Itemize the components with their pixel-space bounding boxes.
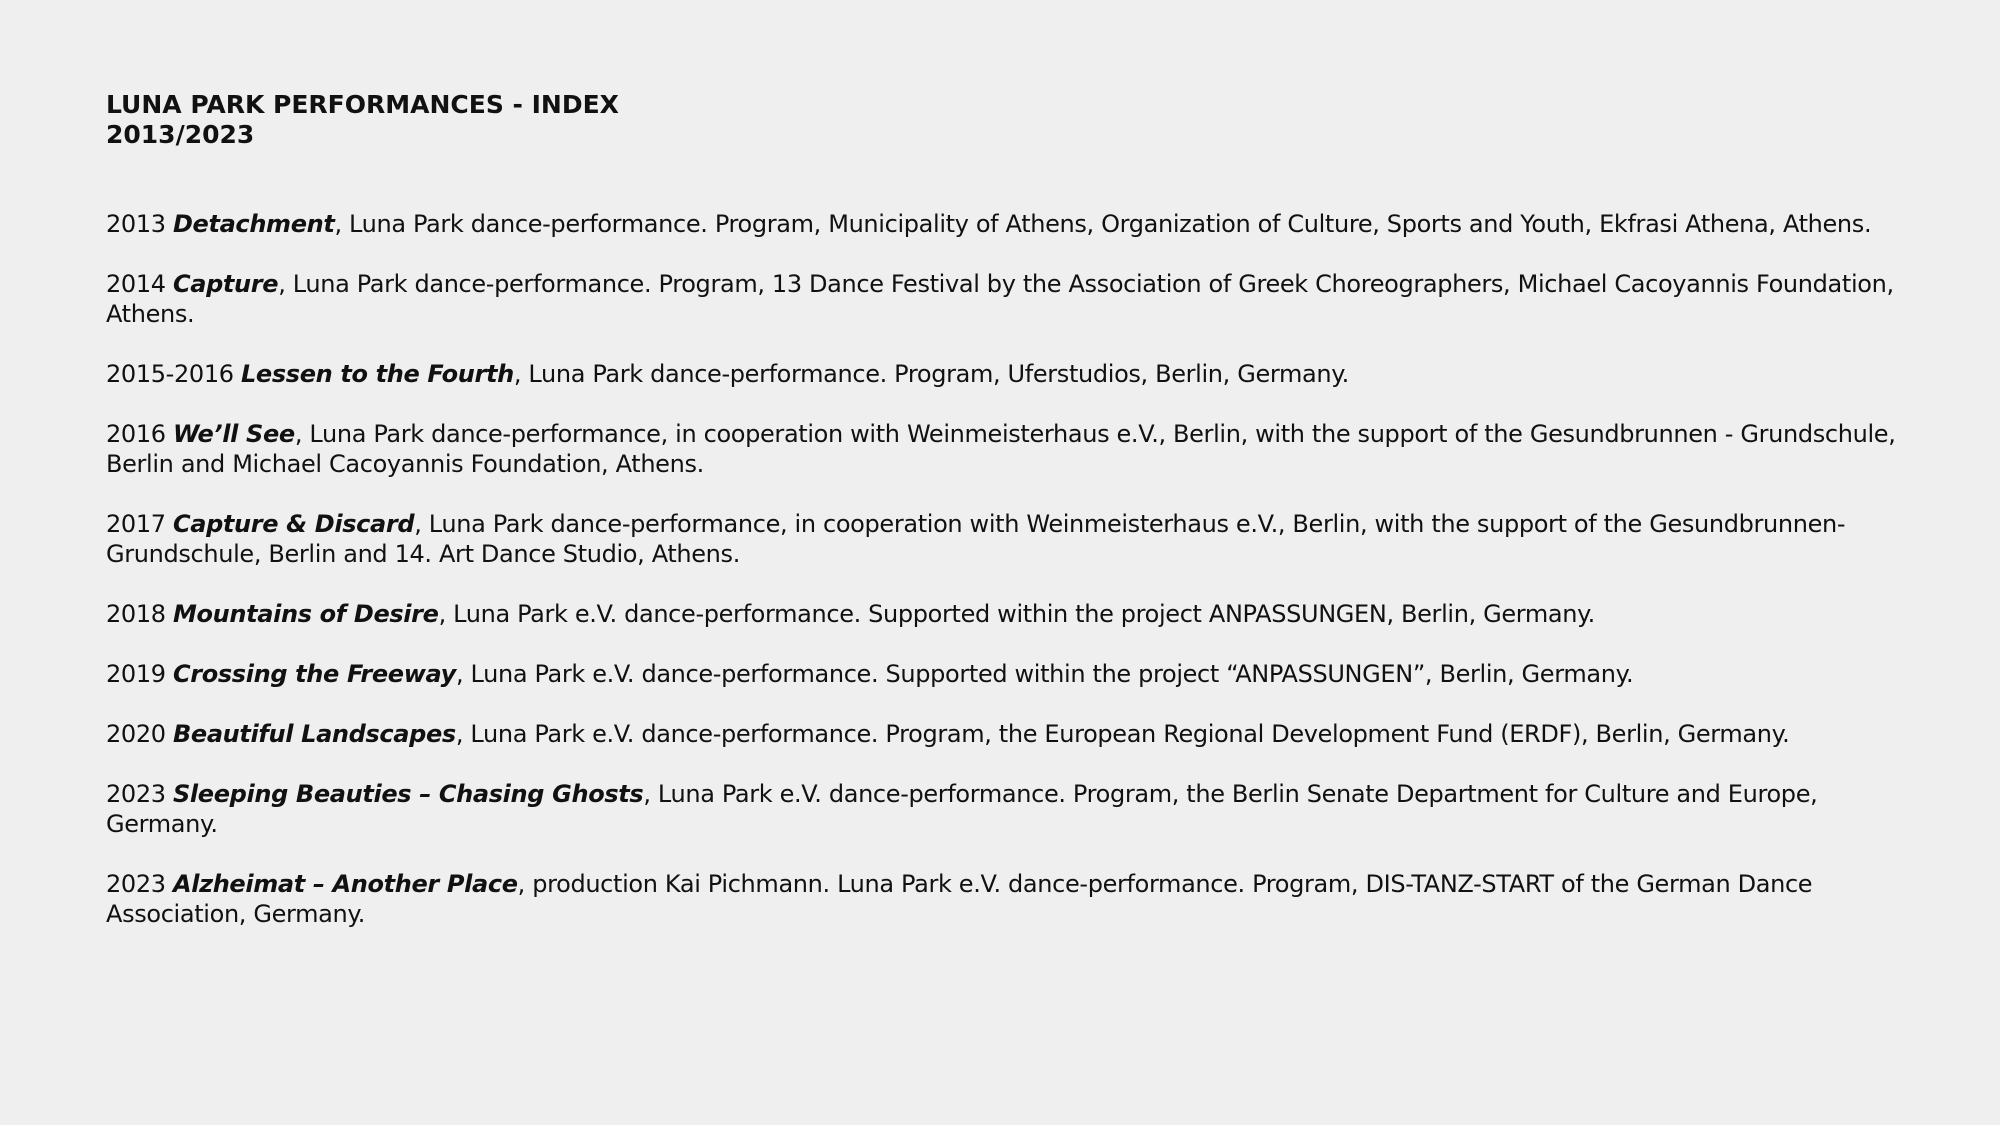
entry-title: Crossing the Freeway bbox=[172, 660, 456, 688]
page-title: LUNA PARK PERFORMANCES - INDEX bbox=[106, 90, 619, 119]
entry-year: 2017 bbox=[106, 510, 166, 538]
performance-entry bbox=[106, 209, 1936, 239]
performance-list bbox=[106, 209, 1936, 929]
entry-year: 2020 bbox=[106, 720, 166, 748]
document-page bbox=[106, 90, 1936, 959]
entry-title: Detachment bbox=[172, 210, 335, 238]
entry-description: , Luna Park dance-performance. Program, 13 Dance Festival by the Association of Greek Choreographers, Michael Cacoyannis Foundation, Athens. bbox=[106, 270, 1894, 328]
performance-entry bbox=[106, 419, 1936, 479]
entry-year: 2018 bbox=[106, 600, 166, 628]
entry-description: , Luna Park e.V. dance-performance. Supported within the project ANPASSUNGEN, Berlin, Germany. bbox=[438, 600, 1595, 628]
entry-description: , Luna Park dance-performance. Program, Municipality of Athens, Organization of Culture, Sports and Youth, Ekfrasi Athena, Athens. bbox=[334, 210, 1872, 238]
performance-entry bbox=[106, 509, 1936, 569]
performance-entry bbox=[106, 599, 1936, 629]
performance-entry bbox=[106, 869, 1936, 929]
entry-year: 2016 bbox=[106, 420, 166, 448]
entry-year: 2013 bbox=[106, 210, 166, 238]
page-heading bbox=[106, 90, 1936, 150]
entry-title: We’ll See bbox=[172, 420, 295, 448]
entry-year: 2023 bbox=[106, 870, 166, 898]
entry-year: 2019 bbox=[106, 660, 166, 688]
entry-description: , Luna Park dance-performance, in cooperation with Weinmeisterhaus e.V., Berlin, with the support of the Gesundbrunnen - Grundschule, Berlin and Michael Cacoyannis Foundation, Athens. bbox=[106, 420, 1896, 478]
entry-title: Capture & Discard bbox=[172, 510, 415, 538]
entry-title: Beautiful Landscapes bbox=[172, 720, 456, 748]
entry-year: 2014 bbox=[106, 270, 166, 298]
entry-description: , Luna Park e.V. dance-performance. Supported within the project “ANPASSUNGEN”, Berlin, Germany. bbox=[455, 660, 1634, 688]
entry-description: , Luna Park e.V. dance-performance. Program, the European Regional Development Fund (ERDF), Berlin, Germany. bbox=[455, 720, 1790, 748]
entry-title: Capture bbox=[172, 270, 279, 298]
performance-entry bbox=[106, 359, 1936, 389]
entry-title: Alzheimat – Another Place bbox=[172, 870, 518, 898]
entry-description: , Luna Park dance-performance, in cooperation with Weinmeisterhaus e.V., Berlin, with the support of the Gesundbrunnen-Grundschule, Berlin and 14. Art Dance Studio, Athens. bbox=[106, 510, 1846, 568]
entry-title: Mountains of Desire bbox=[172, 600, 439, 628]
entry-year: 2015-2016 bbox=[106, 360, 234, 388]
entry-description: , Luna Park e.V. dance-performance. Program, the Berlin Senate Department for Culture and Europe, Germany. bbox=[106, 780, 1818, 838]
performance-entry bbox=[106, 269, 1936, 329]
entry-description: , Luna Park dance-performance. Program, Uferstudios, Berlin, Germany. bbox=[513, 360, 1349, 388]
page-subtitle-years: 2013/2023 bbox=[106, 120, 255, 149]
entry-title: Sleeping Beauties – Chasing Ghosts bbox=[172, 780, 644, 808]
entry-year: 2023 bbox=[106, 780, 166, 808]
performance-entry bbox=[106, 779, 1936, 839]
entry-description: , production Kai Pichmann. Luna Park e.V. dance-performance. Program, DIS-TANZ-START of the German Dance Association, Germany. bbox=[106, 870, 1813, 928]
entry-title: Lessen to the Fourth bbox=[240, 360, 514, 388]
performance-entry bbox=[106, 719, 1936, 749]
performance-entry bbox=[106, 659, 1936, 689]
